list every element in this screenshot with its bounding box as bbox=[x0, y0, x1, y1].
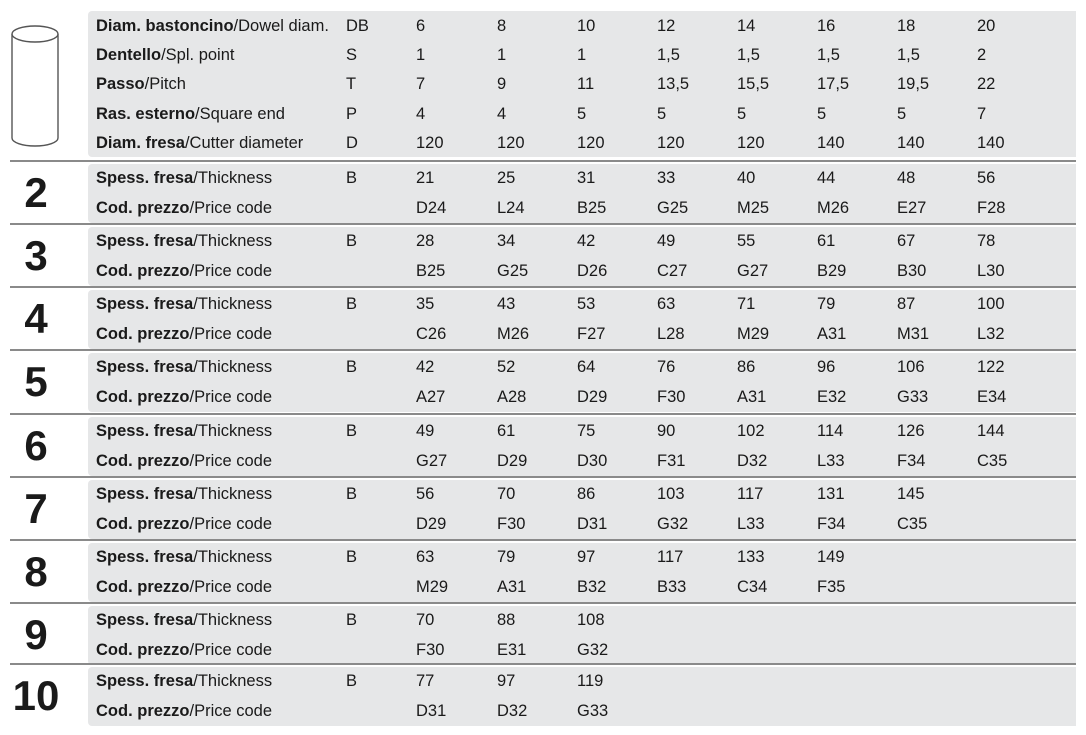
price-cell: A27 bbox=[416, 388, 446, 406]
group-number: 5 bbox=[24, 358, 48, 405]
row-label-bold: Spess. fresa bbox=[96, 358, 194, 376]
thickness-cell: 70 bbox=[497, 485, 516, 503]
row-label-bold: Cod. prezzo bbox=[96, 199, 190, 217]
thickness-cell: 63 bbox=[416, 548, 435, 566]
value-cell: 7 bbox=[416, 75, 426, 93]
thickness-cell: 40 bbox=[737, 169, 756, 187]
row-label-bold: Diam. fresa bbox=[96, 134, 185, 152]
row-label-rest: /Price code bbox=[189, 452, 273, 470]
value-cell: 1 bbox=[416, 46, 426, 64]
value-cell: 2 bbox=[977, 46, 987, 64]
value-cell: 19,5 bbox=[897, 75, 930, 93]
table-row bbox=[0, 129, 1086, 158]
price-cell: L30 bbox=[977, 262, 1005, 280]
row-label bbox=[96, 417, 272, 446]
row-label bbox=[96, 480, 272, 509]
price-cell: D29 bbox=[497, 452, 528, 470]
row-label-bold: Passo bbox=[96, 75, 145, 93]
price-row bbox=[0, 636, 1086, 665]
value-cell: 5 bbox=[577, 105, 587, 123]
row-label-rest: /Thickness bbox=[193, 295, 273, 313]
row-symbol: B bbox=[346, 169, 358, 187]
thickness-cell: 21 bbox=[416, 169, 435, 187]
row-label-bold: Spess. fresa bbox=[96, 295, 194, 313]
price-cell: C26 bbox=[416, 325, 447, 343]
group-number: 7 bbox=[24, 485, 48, 532]
value-cell: 1,5 bbox=[737, 46, 760, 64]
row-label bbox=[96, 164, 272, 193]
row-label-rest: /Dowel diam. bbox=[233, 17, 329, 35]
value-cell: 8 bbox=[497, 17, 507, 35]
row-symbol: B bbox=[346, 358, 358, 376]
row-label-rest: /Spl. point bbox=[161, 46, 235, 64]
price-cell: D30 bbox=[577, 452, 608, 470]
group-divider bbox=[10, 349, 1076, 351]
price-cell: G27 bbox=[416, 452, 448, 470]
row-label-bold: Cod. prezzo bbox=[96, 452, 190, 470]
row-label-rest: /Price code bbox=[189, 388, 273, 406]
table-row bbox=[0, 100, 1086, 129]
row-label bbox=[96, 100, 285, 129]
value-cell: 5 bbox=[737, 105, 747, 123]
row-label-rest: /Thickness bbox=[193, 611, 273, 629]
price-cell: D26 bbox=[577, 262, 608, 280]
thickness-cell: 56 bbox=[416, 485, 435, 503]
row-label bbox=[96, 543, 272, 572]
price-cell: L32 bbox=[977, 325, 1005, 343]
row-label-rest: /Thickness bbox=[193, 672, 273, 690]
thickness-cell: 55 bbox=[737, 232, 756, 250]
thickness-row bbox=[0, 417, 1086, 446]
value-cell: 20 bbox=[977, 17, 996, 35]
price-cell: D31 bbox=[577, 515, 608, 533]
table-row bbox=[0, 41, 1086, 70]
price-cell: F34 bbox=[897, 452, 926, 470]
price-cell: G32 bbox=[657, 515, 689, 533]
value-cell: 16 bbox=[817, 17, 836, 35]
thickness-cell: 44 bbox=[817, 169, 836, 187]
thickness-row bbox=[0, 227, 1086, 256]
row-label-bold: Spess. fresa bbox=[96, 672, 194, 690]
row-label-rest: /Cutter diameter bbox=[184, 134, 304, 152]
value-cell: 1,5 bbox=[897, 46, 920, 64]
price-cell: A31 bbox=[497, 578, 527, 596]
row-label-rest: /Price code bbox=[189, 578, 273, 596]
row-label bbox=[96, 573, 272, 602]
thickness-cell: 56 bbox=[977, 169, 996, 187]
value-cell: 120 bbox=[497, 134, 525, 152]
price-cell: C35 bbox=[977, 452, 1008, 470]
price-cell: D29 bbox=[416, 515, 447, 533]
thickness-cell: 122 bbox=[977, 358, 1005, 376]
thickness-cell: 42 bbox=[577, 232, 596, 250]
row-label bbox=[96, 447, 272, 476]
price-cell: B32 bbox=[577, 578, 607, 596]
price-row bbox=[0, 573, 1086, 602]
row-label-bold: Cod. prezzo bbox=[96, 262, 190, 280]
row-label-rest: /Thickness bbox=[193, 232, 273, 250]
row-symbol: B bbox=[346, 485, 358, 503]
group-divider bbox=[10, 476, 1076, 478]
thickness-cell: 149 bbox=[817, 548, 845, 566]
price-row bbox=[0, 383, 1086, 412]
row-label bbox=[96, 41, 234, 70]
group-number: 6 bbox=[24, 422, 48, 469]
thickness-cell: 31 bbox=[577, 169, 596, 187]
value-cell: 5 bbox=[817, 105, 827, 123]
price-cell: G33 bbox=[897, 388, 929, 406]
thickness-cell: 87 bbox=[897, 295, 916, 313]
thickness-cell: 100 bbox=[977, 295, 1005, 313]
row-label bbox=[96, 383, 272, 412]
thickness-cell: 126 bbox=[897, 422, 925, 440]
price-cell: G25 bbox=[497, 262, 529, 280]
row-label-bold: Cod. prezzo bbox=[96, 515, 190, 533]
row-label-rest: /Pitch bbox=[144, 75, 186, 93]
price-cell: A31 bbox=[817, 325, 847, 343]
row-label bbox=[96, 290, 272, 319]
row-label bbox=[96, 70, 186, 99]
table-row bbox=[0, 70, 1086, 99]
price-cell: M29 bbox=[416, 578, 449, 596]
row-label bbox=[96, 606, 272, 635]
value-cell: 5 bbox=[657, 105, 667, 123]
row-label bbox=[96, 320, 272, 349]
thickness-cell: 102 bbox=[737, 422, 765, 440]
thickness-cell: 108 bbox=[577, 611, 605, 629]
thickness-cell: 131 bbox=[817, 485, 845, 503]
thickness-cell: 42 bbox=[416, 358, 435, 376]
thickness-cell: 61 bbox=[817, 232, 836, 250]
price-cell: L28 bbox=[657, 325, 685, 343]
cylinder-icon bbox=[8, 24, 62, 150]
value-cell: 5 bbox=[897, 105, 907, 123]
group-number: 8 bbox=[24, 548, 48, 595]
value-cell: 10 bbox=[577, 17, 596, 35]
thickness-cell: 34 bbox=[497, 232, 516, 250]
value-cell: 22 bbox=[977, 75, 996, 93]
price-row bbox=[0, 697, 1086, 726]
thickness-row bbox=[0, 164, 1086, 193]
group-divider bbox=[10, 413, 1076, 415]
group-divider bbox=[10, 539, 1076, 541]
row-label bbox=[96, 636, 272, 665]
value-cell: 7 bbox=[977, 105, 987, 123]
row-label-bold: Cod. prezzo bbox=[96, 388, 190, 406]
price-cell: C27 bbox=[657, 262, 688, 280]
row-label-bold: Spess. fresa bbox=[96, 485, 194, 503]
price-cell: E34 bbox=[977, 388, 1007, 406]
price-row bbox=[0, 194, 1086, 223]
row-label bbox=[96, 227, 272, 256]
value-cell: 140 bbox=[977, 134, 1005, 152]
group-number: 4 bbox=[24, 295, 48, 342]
group-number: 9 bbox=[24, 611, 48, 658]
price-row bbox=[0, 510, 1086, 539]
price-row bbox=[0, 257, 1086, 286]
price-cell: D29 bbox=[577, 388, 608, 406]
price-cell: F30 bbox=[657, 388, 686, 406]
table-row bbox=[0, 12, 1086, 41]
price-cell: B25 bbox=[416, 262, 446, 280]
price-cell: A28 bbox=[497, 388, 527, 406]
value-cell: 11 bbox=[577, 75, 595, 93]
value-cell: 1 bbox=[577, 46, 587, 64]
price-cell: B25 bbox=[577, 199, 607, 217]
row-label-rest: /Price code bbox=[189, 702, 273, 720]
price-cell: B33 bbox=[657, 578, 687, 596]
row-label-rest: /Thickness bbox=[193, 169, 273, 187]
price-cell: E27 bbox=[897, 199, 927, 217]
thickness-cell: 67 bbox=[897, 232, 916, 250]
row-label-bold: Cod. prezzo bbox=[96, 641, 190, 659]
group-divider bbox=[10, 160, 1076, 162]
thickness-cell: 96 bbox=[817, 358, 836, 376]
thickness-cell: 76 bbox=[657, 358, 676, 376]
thickness-cell: 48 bbox=[897, 169, 916, 187]
group-number: 2 bbox=[24, 169, 48, 216]
group-divider bbox=[10, 286, 1076, 288]
thickness-cell: 78 bbox=[977, 232, 996, 250]
group-divider bbox=[10, 223, 1076, 225]
row-label-bold: Spess. fresa bbox=[96, 422, 194, 440]
value-cell: 9 bbox=[497, 75, 507, 93]
thickness-cell: 88 bbox=[497, 611, 516, 629]
row-label-rest: /Price code bbox=[189, 515, 273, 533]
price-cell: D32 bbox=[737, 452, 768, 470]
row-label-rest: /Price code bbox=[189, 641, 273, 659]
price-cell: D24 bbox=[416, 199, 447, 217]
value-cell: 140 bbox=[817, 134, 845, 152]
thickness-cell: 28 bbox=[416, 232, 435, 250]
row-label-bold: Dentello bbox=[96, 46, 162, 64]
thickness-cell: 114 bbox=[817, 422, 844, 440]
row-label bbox=[96, 257, 272, 286]
thickness-cell: 75 bbox=[577, 422, 596, 440]
value-cell: 120 bbox=[416, 134, 444, 152]
value-cell: 15,5 bbox=[737, 75, 770, 93]
value-cell: 18 bbox=[897, 17, 916, 35]
row-symbol: P bbox=[346, 105, 358, 123]
price-cell: D32 bbox=[497, 702, 528, 720]
thickness-cell: 86 bbox=[737, 358, 756, 376]
thickness-cell: 79 bbox=[497, 548, 516, 566]
price-cell: C34 bbox=[737, 578, 768, 596]
price-cell: L24 bbox=[497, 199, 525, 217]
thickness-cell: 71 bbox=[737, 295, 756, 313]
thickness-row bbox=[0, 290, 1086, 319]
thickness-cell: 97 bbox=[577, 548, 596, 566]
row-symbol: B bbox=[346, 295, 358, 313]
thickness-cell: 144 bbox=[977, 422, 1005, 440]
thickness-cell: 33 bbox=[657, 169, 676, 187]
row-label-rest: /Square end bbox=[195, 105, 285, 123]
value-cell: 4 bbox=[497, 105, 507, 123]
row-symbol: B bbox=[346, 611, 358, 629]
thickness-cell: 103 bbox=[657, 485, 685, 503]
price-cell: G25 bbox=[657, 199, 689, 217]
value-cell: 6 bbox=[416, 17, 426, 35]
row-label-bold: Spess. fresa bbox=[96, 548, 194, 566]
row-label bbox=[96, 12, 329, 41]
row-symbol: D bbox=[346, 134, 358, 152]
value-cell: 120 bbox=[737, 134, 765, 152]
value-cell: 17,5 bbox=[817, 75, 850, 93]
price-cell: F31 bbox=[657, 452, 686, 470]
value-cell: 13,5 bbox=[657, 75, 690, 93]
group-number: 3 bbox=[24, 232, 48, 279]
value-cell: 1,5 bbox=[817, 46, 840, 64]
value-cell: 1 bbox=[497, 46, 507, 64]
price-cell: A31 bbox=[737, 388, 767, 406]
row-label-rest: /Thickness bbox=[193, 358, 273, 376]
row-label-bold: Cod. prezzo bbox=[96, 578, 190, 596]
row-label-rest: /Thickness bbox=[193, 422, 273, 440]
value-cell: 120 bbox=[577, 134, 605, 152]
row-symbol: B bbox=[346, 232, 358, 250]
thickness-cell: 49 bbox=[657, 232, 676, 250]
thickness-cell: 49 bbox=[416, 422, 435, 440]
price-cell: L33 bbox=[817, 452, 845, 470]
price-cell: M26 bbox=[817, 199, 850, 217]
price-cell: D31 bbox=[416, 702, 447, 720]
price-cell: B30 bbox=[897, 262, 927, 280]
thickness-cell: 90 bbox=[657, 422, 676, 440]
row-label bbox=[96, 667, 272, 696]
row-label-bold: Spess. fresa bbox=[96, 169, 194, 187]
price-cell: F27 bbox=[577, 325, 606, 343]
thickness-cell: 145 bbox=[897, 485, 925, 503]
value-cell: 120 bbox=[657, 134, 685, 152]
row-symbol: S bbox=[346, 46, 358, 64]
price-cell: F30 bbox=[416, 641, 445, 659]
price-cell: F28 bbox=[977, 199, 1006, 217]
thickness-cell: 70 bbox=[416, 611, 435, 629]
thickness-cell: 86 bbox=[577, 485, 596, 503]
thickness-row bbox=[0, 480, 1086, 509]
row-symbol: T bbox=[346, 75, 357, 93]
thickness-row bbox=[0, 667, 1086, 696]
thickness-cell: 117 bbox=[737, 485, 764, 503]
thickness-cell: 64 bbox=[577, 358, 596, 376]
thickness-cell: 119 bbox=[577, 672, 604, 690]
price-cell: F30 bbox=[497, 515, 526, 533]
row-label bbox=[96, 510, 272, 539]
price-cell: G27 bbox=[737, 262, 769, 280]
thickness-cell: 117 bbox=[657, 548, 684, 566]
price-cell: E31 bbox=[497, 641, 527, 659]
value-cell: 140 bbox=[897, 134, 925, 152]
thickness-cell: 97 bbox=[497, 672, 516, 690]
row-label-rest: /Price code bbox=[189, 199, 273, 217]
price-row bbox=[0, 447, 1086, 476]
row-label-bold: Diam. bastoncino bbox=[96, 17, 234, 35]
value-cell: 12 bbox=[657, 17, 676, 35]
row-label-bold: Spess. fresa bbox=[96, 611, 194, 629]
price-cell: M31 bbox=[897, 325, 930, 343]
thickness-cell: 77 bbox=[416, 672, 435, 690]
thickness-row bbox=[0, 353, 1086, 382]
group-divider bbox=[10, 602, 1076, 604]
thickness-cell: 133 bbox=[737, 548, 765, 566]
row-symbol: B bbox=[346, 548, 358, 566]
thickness-cell: 106 bbox=[897, 358, 925, 376]
thickness-cell: 52 bbox=[497, 358, 516, 376]
row-label-bold: Ras. esterno bbox=[96, 105, 196, 123]
thickness-cell: 61 bbox=[497, 422, 516, 440]
row-symbol: DB bbox=[346, 17, 369, 35]
group-divider bbox=[10, 663, 1076, 665]
price-cell: L33 bbox=[737, 515, 765, 533]
thickness-row bbox=[0, 606, 1086, 635]
price-cell: M29 bbox=[737, 325, 770, 343]
row-label-rest: /Price code bbox=[189, 325, 273, 343]
price-cell: G32 bbox=[577, 641, 609, 659]
thickness-cell: 43 bbox=[497, 295, 516, 313]
value-cell: 1,5 bbox=[657, 46, 680, 64]
value-cell: 14 bbox=[737, 17, 756, 35]
thickness-cell: 53 bbox=[577, 295, 596, 313]
row-label bbox=[96, 353, 272, 382]
thickness-cell: 63 bbox=[657, 295, 676, 313]
row-symbol: B bbox=[346, 422, 358, 440]
thickness-row bbox=[0, 543, 1086, 572]
thickness-cell: 25 bbox=[497, 169, 516, 187]
row-label-rest: /Thickness bbox=[193, 548, 273, 566]
row-label bbox=[96, 697, 272, 726]
price-cell: G33 bbox=[577, 702, 609, 720]
row-label-rest: /Thickness bbox=[193, 485, 273, 503]
thickness-cell: 79 bbox=[817, 295, 836, 313]
row-label-bold: Cod. prezzo bbox=[96, 702, 190, 720]
thickness-cell: 35 bbox=[416, 295, 435, 313]
row-label bbox=[96, 129, 303, 158]
row-symbol: B bbox=[346, 672, 358, 690]
price-row bbox=[0, 320, 1086, 349]
row-label-bold: Spess. fresa bbox=[96, 232, 194, 250]
value-cell: 4 bbox=[416, 105, 426, 123]
price-cell: F34 bbox=[817, 515, 846, 533]
price-cell: F35 bbox=[817, 578, 846, 596]
price-cell: B29 bbox=[817, 262, 847, 280]
price-cell: C35 bbox=[897, 515, 928, 533]
price-cell: M25 bbox=[737, 199, 770, 217]
row-label-bold: Cod. prezzo bbox=[96, 325, 190, 343]
row-label bbox=[96, 194, 272, 223]
price-cell: M26 bbox=[497, 325, 530, 343]
row-label-rest: /Price code bbox=[189, 262, 273, 280]
group-number: 10 bbox=[12, 672, 60, 719]
price-cell: E32 bbox=[817, 388, 847, 406]
